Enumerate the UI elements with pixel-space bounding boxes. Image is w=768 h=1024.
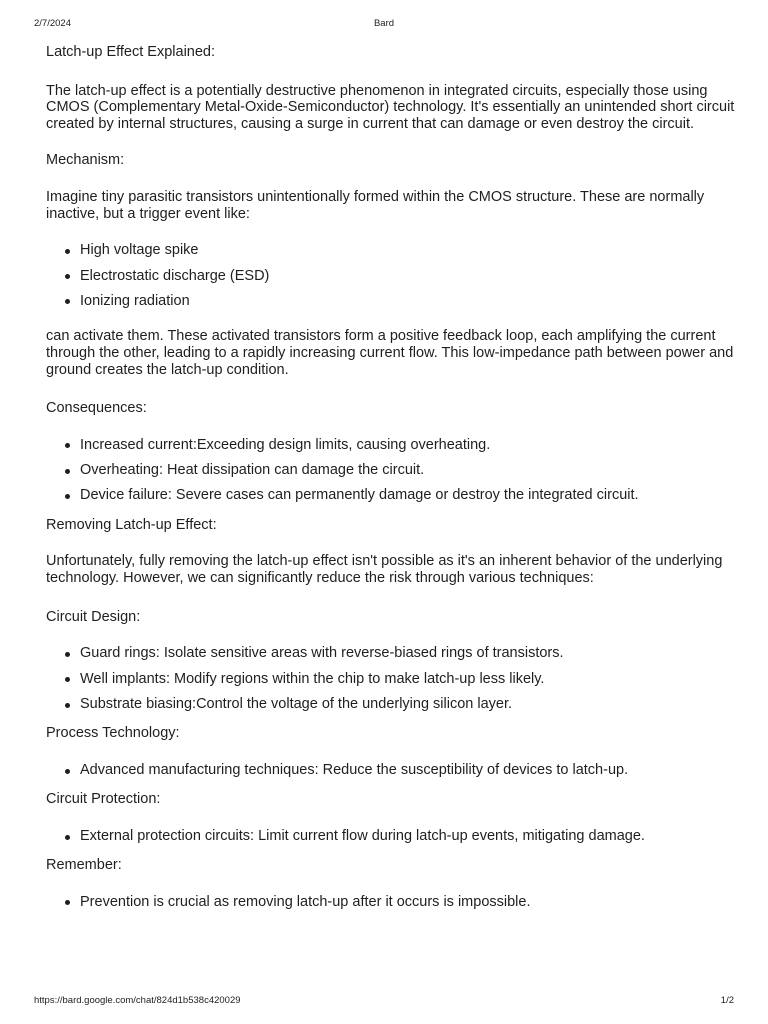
consequences-heading: Consequences: [46,400,147,417]
process-list [46,762,736,787]
list-item: Advanced manufacturing techniques: Reduce the susceptibility of devices to latch-up. [80,762,736,787]
mechanism-followup-paragraph: can activate them. These activated transistors form a positive feedback loop, each amplifying the current through the other, leading to a rapidly increasing current flow. This low-impedance path between power and ground creates the latch-up condition. [46,328,734,378]
process-heading: Process Technology: [46,725,180,742]
list-item: Well implants: Modify regions within the chip to make latch-up less likely. [80,671,736,696]
protection-list [46,828,736,853]
list-item: High voltage spike [80,242,736,267]
print-footer [34,995,734,1007]
list-item: Increased current:Exceeding design limits, causing overheating. [80,437,736,462]
document-title: Latch-up Effect Explained: [46,44,216,60]
consequences-list [46,437,736,513]
document-body [46,44,736,919]
print-header [34,18,734,30]
print-date: 2/7/2024 [34,18,71,29]
print-title: Bard [373,18,395,29]
circuit-design-list [46,645,736,721]
print-url: https://bard.google.com/chat/824d1b538c420029 [34,995,241,1006]
list-item: External protection circuits: Limit current flow during latch-up events, mitigating damage. [80,828,736,853]
mechanism-heading: Mechanism: [46,152,125,169]
list-item: Guard rings: Isolate sensitive areas with reverse-biased rings of transistors. [80,645,736,670]
remember-heading: Remember: [46,857,122,874]
protection-heading: Circuit Protection: [46,791,161,808]
circuit-design-heading: Circuit Design: [46,608,141,625]
list-item: Device failure: Severe cases can permanently damage or destroy the integrated circuit. [80,487,736,512]
mechanism-paragraph: Imagine tiny parasitic transistors unintentionally formed within the CMOS structure. These are normally inactive, but a trigger event like: [46,188,705,222]
list-item: Electrostatic discharge (ESD) [80,268,736,293]
page-number: 1/2 [720,995,734,1006]
list-item: Prevention is crucial as removing latch-up after it occurs is impossible. [80,894,736,919]
trigger-list [46,242,736,318]
list-item: Overheating: Heat dissipation can damage the circuit. [80,462,736,487]
list-item: Substrate biasing:Control the voltage of the underlying silicon layer. [80,696,736,721]
removing-paragraph: Unfortunately, fully removing the latch-up effect isn't possible as it's an inherent behavior of the underlying technology. However, we can significantly reduce the risk through various techniques: [46,553,723,587]
list-item: Ionizing radiation [80,293,736,318]
intro-paragraph: The latch-up effect is a potentially destructive phenomenon in integrated circuits, especially those using CMOS (Complementary Metal-Oxide-Semiconductor) technology. It's essentially an unintended short circuit created by internal structures, causing a surge in current that can damage or even destroy the circuit. [46,82,735,132]
remember-list [46,894,736,919]
removing-heading: Removing Latch-up Effect: [46,516,217,533]
